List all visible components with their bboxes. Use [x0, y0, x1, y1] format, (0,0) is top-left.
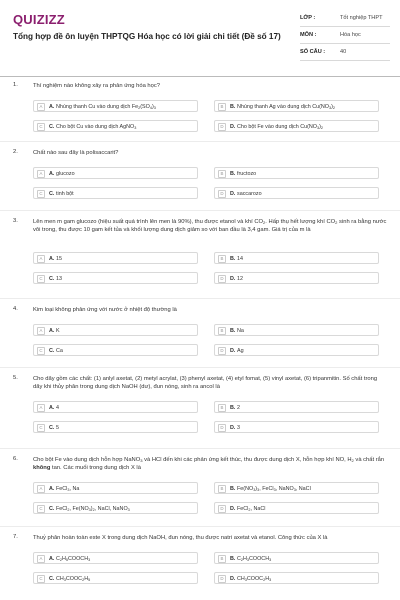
- option-letter: B.: [230, 405, 236, 411]
- option-letter: B.: [230, 556, 236, 562]
- page-title: Tổng hợp đề ôn luyện THPTQG Hóa học có lời giải chi tiết (Đề số 17): [13, 32, 281, 41]
- answer-option-d[interactable]: [214, 572, 379, 584]
- answer-option-d[interactable]: [214, 120, 379, 132]
- meta-panel: [300, 10, 390, 61]
- option-text: fructozo: [237, 171, 257, 177]
- option-text: $C_2H_5COOCH_3$: [56, 556, 91, 562]
- question-separator: [0, 367, 400, 368]
- option-text: Nhúng thanh Ag vào dung dịch $Cu(NO_3)_2$: [237, 104, 336, 110]
- option-text: 5: [56, 425, 59, 431]
- meta-row-subject: [300, 27, 390, 44]
- answer-option-c[interactable]: [33, 344, 198, 356]
- option-letter: A.: [49, 256, 55, 262]
- option-letter: D.: [230, 576, 236, 582]
- option-letter-box: B: [218, 327, 226, 335]
- option-text: 12: [237, 276, 243, 282]
- quizizz-logo: QUIZIZZ: [13, 12, 65, 27]
- answer-option-c[interactable]: [33, 187, 198, 199]
- question-text: Cho dãy gồm các chất: (1) anlyl axetat, (2) metyl acrylat, (3) phenyl axetat, (4) etyl fomat, (5) vinyl axetat, (6) tripanmitin. Số chất trong dãy khi thủy phân trong dung dịch NaOH (dư), đun nóng, sinh ra ancol là: [33, 376, 378, 390]
- option-text: Ag: [237, 348, 244, 354]
- question-separator: [0, 141, 400, 142]
- option-letter: C.: [49, 348, 55, 354]
- answer-option-b[interactable]: [214, 482, 379, 494]
- answer-option-d[interactable]: [214, 344, 379, 356]
- answer-option-b[interactable]: [214, 100, 379, 112]
- option-letter-box: C: [37, 575, 45, 583]
- answer-option-b[interactable]: [214, 552, 379, 564]
- question-text: Thuỷ phân hoàn toàn este X trong dung dịch NaOH, đun nóng, thu được natri axetat và etanol. Công thức của X là: [33, 535, 328, 541]
- option-letter-box: D: [218, 123, 226, 131]
- answer-option-a[interactable]: [33, 252, 198, 264]
- option-letter-box: B: [218, 103, 226, 111]
- option-letter: C.: [49, 124, 55, 130]
- option-text: 3: [237, 425, 240, 431]
- option-letter-box: D: [218, 424, 226, 432]
- option-letter: A.: [49, 486, 55, 492]
- question-number: 5.: [13, 375, 18, 381]
- option-letter: D.: [230, 124, 236, 130]
- answer-option-d[interactable]: [214, 421, 379, 433]
- question-text: Lên men m gam glucozo (hiệu suất quá trình lên men là 90%), thu được etanol và khí $CO_2$. Hấp thụ hết lượng khí $CO_2$ sinh ra bằng nước vôi trong, thu được 10 gam kết tủa và khối lượng dung dịch giảm so với ban đầu là 3,4 gam. Giá trị của m là: [33, 219, 387, 233]
- answer-option-d[interactable]: [214, 187, 379, 199]
- option-letter: D.: [230, 276, 236, 282]
- answer-option-b[interactable]: [214, 167, 379, 179]
- option-letter-box: B: [218, 170, 226, 178]
- answer-option-a[interactable]: [33, 482, 198, 494]
- meta-key: SỐ CÂU :: [300, 49, 326, 55]
- option-letter: B.: [230, 104, 236, 110]
- question-text: Cho bột Fe vào dung dịch hỗn hợp NaNO$_3$ và HCl đến khi các phản ứng kết thúc, thu được dung dịch X, hỗn hợp khí NO, $H_2$ và chất rắn không tan. Các muối trong dung dịch X là: [33, 457, 385, 471]
- option-text: Na: [237, 328, 244, 334]
- answer-option-c[interactable]: [33, 120, 198, 132]
- question-separator: [0, 526, 400, 527]
- question-number: 4.: [13, 306, 18, 312]
- question-number: 3.: [13, 218, 18, 224]
- answer-option-d[interactable]: [214, 502, 379, 514]
- option-letter-box: C: [37, 424, 45, 432]
- meta-key: LỚP :: [300, 15, 316, 21]
- option-text: 14: [237, 256, 243, 262]
- option-text: 4: [56, 405, 59, 411]
- option-letter-box: C: [37, 275, 45, 283]
- option-letter-box: A: [37, 555, 45, 563]
- option-letter-box: D: [218, 505, 226, 513]
- answer-option-c[interactable]: [33, 421, 198, 433]
- option-letter: D.: [230, 425, 236, 431]
- option-letter: C.: [49, 506, 55, 512]
- answer-option-c[interactable]: [33, 272, 198, 284]
- option-text: K: [56, 328, 60, 334]
- option-letter: C.: [49, 276, 55, 282]
- question-number: 6.: [13, 456, 18, 462]
- answer-option-b[interactable]: [214, 324, 379, 336]
- option-text: $CH_3COOC_2H_5$: [56, 576, 91, 582]
- option-letter-box: A: [37, 404, 45, 412]
- answer-option-d[interactable]: [214, 272, 379, 284]
- option-text: 2: [237, 405, 240, 411]
- option-text: $CH_3COOC_2H_3$: [237, 576, 272, 582]
- answer-option-c[interactable]: [33, 572, 198, 584]
- option-letter: A.: [49, 104, 55, 110]
- option-letter: B.: [230, 328, 236, 334]
- meta-value: Hóa học: [340, 32, 361, 38]
- option-letter: C.: [49, 576, 55, 582]
- answer-option-a[interactable]: [33, 401, 198, 413]
- answer-option-a[interactable]: [33, 100, 198, 112]
- option-letter-box: B: [218, 404, 226, 412]
- option-letter-box: A: [37, 103, 45, 111]
- header: [0, 0, 400, 72]
- option-text: Cho bột Fe vào dung dịch $Cu(NO_3)_2$: [237, 124, 324, 130]
- option-text: 15: [56, 256, 62, 262]
- option-letter-box: C: [37, 505, 45, 513]
- option-text: FeCl$_2$, $Fe(NO_3)_2$, NaCl, NaNO$_3$: [56, 506, 130, 512]
- option-letter-box: D: [218, 575, 226, 583]
- option-text: glucozo: [56, 171, 75, 177]
- option-letter: D.: [230, 191, 236, 197]
- option-letter: D.: [230, 348, 236, 354]
- option-letter-box: A: [37, 170, 45, 178]
- answer-option-b[interactable]: [214, 252, 379, 264]
- option-letter: C.: [49, 191, 55, 197]
- option-letter-box: C: [37, 123, 45, 131]
- option-letter: A.: [49, 405, 55, 411]
- answer-option-a[interactable]: [33, 324, 198, 336]
- option-text: $Fe(NO_3)_3$, FeCl$_3$, NaNO$_3$, NaCl: [237, 486, 311, 492]
- option-letter-box: B: [218, 485, 226, 493]
- option-text: FeCl$_2$, NaCl: [237, 506, 266, 512]
- option-text: Cho bột Cu vào dung dịch AgNO$_3$: [56, 124, 137, 130]
- option-letter-box: B: [218, 555, 226, 563]
- option-letter: A.: [49, 328, 55, 334]
- question-separator: [0, 448, 400, 449]
- answer-option-c[interactable]: [33, 502, 198, 514]
- option-letter: C.: [49, 425, 55, 431]
- meta-value: Tốt nghiệp THPT: [340, 15, 383, 21]
- option-letter: A.: [49, 171, 55, 177]
- meta-key: MÔN :: [300, 32, 317, 38]
- option-letter: D.: [230, 506, 236, 512]
- option-text: Ca: [56, 348, 63, 354]
- option-letter: B.: [230, 171, 236, 177]
- option-letter-box: D: [218, 190, 226, 198]
- option-text: Nhúng thanh Cu vào dung dịch $Fe_2(SO_4)_3$: [56, 104, 156, 110]
- question-number: 2.: [13, 149, 18, 155]
- option-letter-box: A: [37, 485, 45, 493]
- answer-option-a[interactable]: [33, 552, 198, 564]
- question-separator: [0, 298, 400, 299]
- option-text: 13: [56, 276, 62, 282]
- answer-option-a[interactable]: [33, 167, 198, 179]
- option-text: saccarozo: [237, 191, 262, 197]
- question-number: 1.: [13, 82, 18, 88]
- header-divider: [0, 76, 400, 77]
- meta-value: 40: [340, 49, 347, 55]
- answer-option-b[interactable]: [214, 401, 379, 413]
- meta-row-count: [300, 44, 390, 61]
- option-letter: B.: [230, 256, 236, 262]
- option-letter-box: D: [218, 347, 226, 355]
- option-letter: A.: [49, 556, 55, 562]
- option-text: FeCl$_3$, Na: [56, 486, 80, 492]
- option-letter-box: D: [218, 275, 226, 283]
- option-text: tinh bột: [56, 191, 74, 197]
- option-letter-box: C: [37, 190, 45, 198]
- question-number: 7.: [13, 534, 18, 540]
- question-separator: [0, 210, 400, 211]
- question-text: Thí nghiệm nào không xảy ra phản ứng hóa học?: [33, 83, 160, 89]
- option-text: $C_2H_3COOCH_3$: [237, 556, 272, 562]
- question-text: Kim loại không phản ứng với nước ở nhiệt độ thường là: [33, 307, 177, 313]
- option-letter: B.: [230, 486, 236, 492]
- option-letter-box: C: [37, 347, 45, 355]
- option-letter-box: B: [218, 255, 226, 263]
- question-text: Chất nào sau đây là polisaccarit?: [33, 150, 119, 156]
- meta-row-class: [300, 10, 390, 27]
- option-letter-box: A: [37, 327, 45, 335]
- option-letter-box: A: [37, 255, 45, 263]
